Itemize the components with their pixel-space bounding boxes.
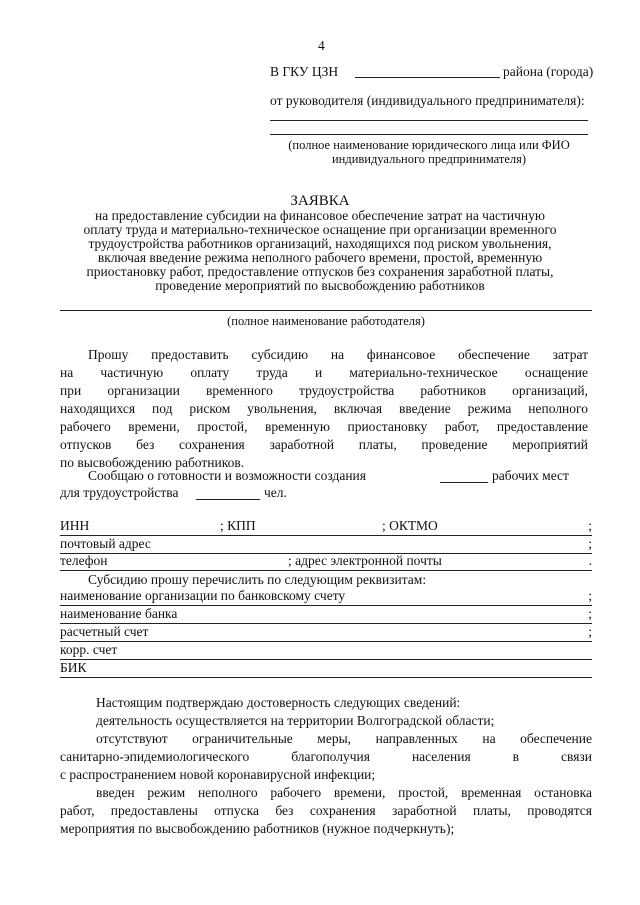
title-line-4: включая введение режима неполного рабочего времени, простой, временную bbox=[97, 250, 543, 265]
from-label: от руководителя (индивидуального предпринимателя): bbox=[270, 93, 585, 108]
title-line-2: оплату труда и материально-техническое оснащение при организации временного bbox=[83, 222, 557, 237]
corr-account-label: корр. счет bbox=[60, 642, 118, 657]
postal-label: почтовый адрес bbox=[60, 536, 151, 551]
confirm-intro: Настоящим подтверждаю достоверность следующих сведений: bbox=[96, 695, 461, 710]
people-count-line[interactable] bbox=[196, 499, 260, 500]
kpp-label: ; КПП bbox=[220, 518, 256, 533]
org-account-semicolon: ; bbox=[588, 588, 592, 603]
district-label: района (города) bbox=[503, 64, 594, 79]
jobs-text-4: чел. bbox=[264, 485, 287, 500]
document-title: ЗАЯВКА bbox=[290, 193, 350, 209]
jobs-text-2: рабочих мест bbox=[492, 468, 569, 483]
bank-name-semicolon: ; bbox=[588, 606, 592, 621]
account-label: расчетный счет bbox=[60, 624, 149, 639]
request-line-5: рабочего времени, простой, временную приостановку работ, предоставление bbox=[60, 419, 588, 434]
header-note-2: индивидуального предпринимателя) bbox=[331, 152, 527, 166]
employer-name-line bbox=[60, 310, 592, 311]
phone-row[interactable] bbox=[60, 553, 592, 571]
account-row[interactable] bbox=[60, 624, 592, 642]
title-line-6: проведение мероприятий по высвобождению работников bbox=[155, 278, 485, 293]
confirm-item-3-line-3: мероприятия по высвобождению работников (нужное подчеркнуть); bbox=[60, 821, 455, 836]
account-semicolon: ; bbox=[588, 624, 592, 639]
to-label: В ГКУ ЦЗН bbox=[270, 64, 339, 79]
org-account-row[interactable] bbox=[60, 588, 592, 606]
title-line-1: на предоставление субсидии на финансовое обеспечение затрат на частичную bbox=[95, 208, 545, 223]
bank-name-label: наименование банка bbox=[60, 606, 178, 621]
inn-row[interactable] bbox=[60, 518, 592, 536]
request-line-3: при организации временного трудоустройства работников организаций, bbox=[60, 383, 588, 398]
confirm-item-1: деятельность осуществляется на территории Волгоградской области; bbox=[96, 713, 495, 728]
bik-row[interactable] bbox=[60, 660, 592, 678]
request-line-7: по высвобождению работников. bbox=[60, 455, 245, 470]
bank-name-row[interactable] bbox=[60, 606, 592, 624]
corr-account-row[interactable] bbox=[60, 642, 592, 660]
oktmo-label: ; ОКТМО bbox=[382, 518, 438, 533]
postal-row-semicolon: ; bbox=[588, 536, 592, 551]
confirm-item-2-line-2: санитарно-эпидемиологического благополучия населения в связи bbox=[60, 749, 592, 764]
jobs-text-1: Сообщаю о готовности и возможности создания bbox=[88, 468, 366, 483]
from-line-2 bbox=[270, 134, 588, 135]
bik-label: БИК bbox=[60, 660, 87, 675]
phone-row-dot: . bbox=[588, 553, 592, 568]
email-label: ; адрес электронной почты bbox=[288, 553, 442, 568]
request-line-6: отпусков без сохранения заработной платы, проведение мероприятий bbox=[60, 437, 588, 452]
jobs-count-line[interactable] bbox=[440, 482, 488, 483]
org-account-label: наименование организации по банковскому счету bbox=[60, 588, 346, 603]
confirm-item-3-line-2: работ, предоставлены отпуска без сохранения заработной платы, проводятся bbox=[60, 803, 592, 818]
page-number: 4 bbox=[318, 38, 325, 53]
request-line-4: находящихся под риском увольнения, включая введение режима неполного bbox=[60, 401, 588, 416]
confirm-item-3-line-1: введен режим неполного рабочего времени, простой, временная остановка bbox=[96, 785, 592, 800]
request-line-1: Прошу предоставить субсидию на финансовое обеспечение затрат bbox=[88, 347, 588, 362]
postal-row[interactable] bbox=[60, 536, 592, 554]
center-name-line bbox=[355, 77, 500, 78]
inn-label: ИНН bbox=[60, 518, 90, 533]
employer-note: (полное наименование работодателя) bbox=[227, 314, 425, 328]
inn-row-semicolon: ; bbox=[588, 518, 592, 533]
request-line-2: на частичную оплату труда и материально-техническое оснащение bbox=[60, 365, 588, 380]
jobs-text-3: для трудоустройства bbox=[60, 485, 179, 500]
confirm-item-2-line-1: отсутствуют ограничительные меры, направленных на обеспечение bbox=[96, 731, 592, 746]
title-line-5: приостановку работ, предоставление отпусков без сохранения заработной платы, bbox=[86, 264, 554, 279]
title-line-3: трудоустройства работников организаций, находящихся под риском увольнения, bbox=[88, 236, 552, 251]
from-line-1 bbox=[270, 120, 588, 121]
phone-label: телефон bbox=[60, 553, 108, 568]
bank-intro: Субсидию прошу перечислить по следующим реквизитам: bbox=[88, 572, 427, 587]
confirm-item-2-line-3: с распространением новой коронавирусной инфекции; bbox=[60, 767, 376, 782]
header-note-1: (полное наименование юридического лица или ФИО bbox=[288, 138, 570, 152]
